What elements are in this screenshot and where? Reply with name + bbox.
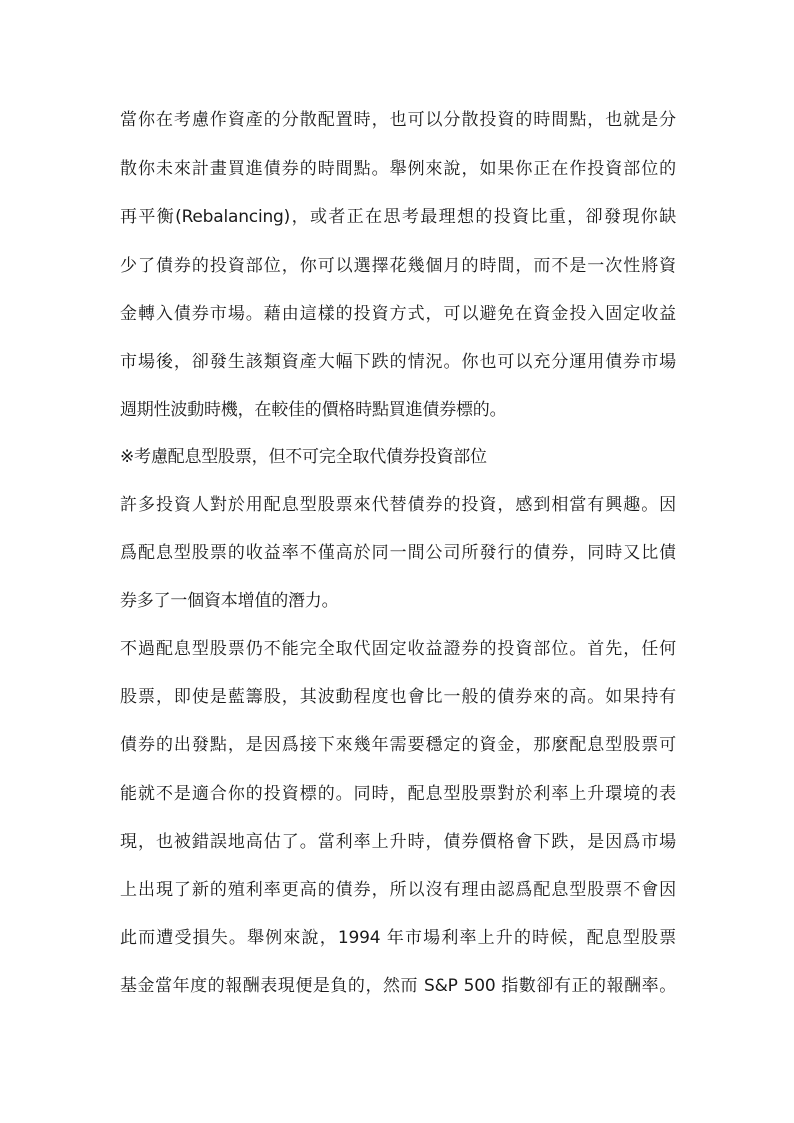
paragraph-line: 市場後，卻發生該類資產大幅下跌的情況。你也可以充分運用債券市場 bbox=[120, 352, 676, 372]
paragraph-line: 不過配息型股票仍不能完全取代固定收益證券的投資部位。首先，任何 bbox=[120, 639, 676, 659]
paragraph-line: 週期性波動時機，在較佳的價格時點買進債券標的。 bbox=[120, 400, 507, 420]
paragraph-line: 當你在考慮作資產的分散配置時，也可以分散投資的時間點，也就是分 bbox=[120, 110, 676, 130]
paragraph-line: 券多了一個資本增值的潛力。 bbox=[120, 591, 339, 611]
paragraph-line: 許多投資人對於用配息型股票來代替債券的投資，感到相當有興趣。因 bbox=[120, 495, 676, 515]
paragraph-line: 上出現了新的殖利率更高的債券，所以沒有理由認爲配息型股票不會因 bbox=[120, 880, 676, 900]
paragraph-line: 散你未來計畫買進債券的時間點。舉例來說，如果你正在作投資部位的 bbox=[120, 159, 676, 179]
paragraph-line: 基金當年度的報酬表現便是負的，然而 S&P 500 指數卻有正的報酬率。 bbox=[120, 976, 676, 996]
paragraph-line: 金轉入債券市場。藉由這樣的投資方式，可以避免在資金投入固定收益 bbox=[120, 304, 676, 324]
paragraph-line: 再平衡(Rebalancing)，或者正在思考最理想的投資比重，卻發現你缺 bbox=[120, 207, 676, 227]
paragraph-line: 此而遭受損失。舉例來說，1994 年市場利率上升的時候，配息型股票 bbox=[120, 928, 676, 948]
paragraph-line: 爲配息型股票的收益率不僅高於同一間公司所發行的債券，同時又比債 bbox=[120, 543, 676, 563]
paragraph-line: 現，也被錯誤地高估了。當利率上升時，債券價格會下跌，是因爲市場 bbox=[120, 832, 676, 852]
paragraph-line: 能就不是適合你的投資標的。同時，配息型股票對於利率上升環境的表 bbox=[120, 784, 676, 804]
paragraph-line: 債券的出發點，是因爲接下來幾年需要穩定的資金，那麼配息型股票可 bbox=[120, 735, 676, 755]
paragraph-line: 少了債券的投資部位，你可以選擇花幾個月的時間，而不是一次性將資 bbox=[120, 256, 676, 276]
paragraph-line: 股票，即使是藍籌股，其波動程度也會比一般的債券來的高。如果持有 bbox=[120, 687, 676, 707]
section-heading: ※考慮配息型股票，但不可完全取代債券投資部位 bbox=[120, 447, 487, 467]
